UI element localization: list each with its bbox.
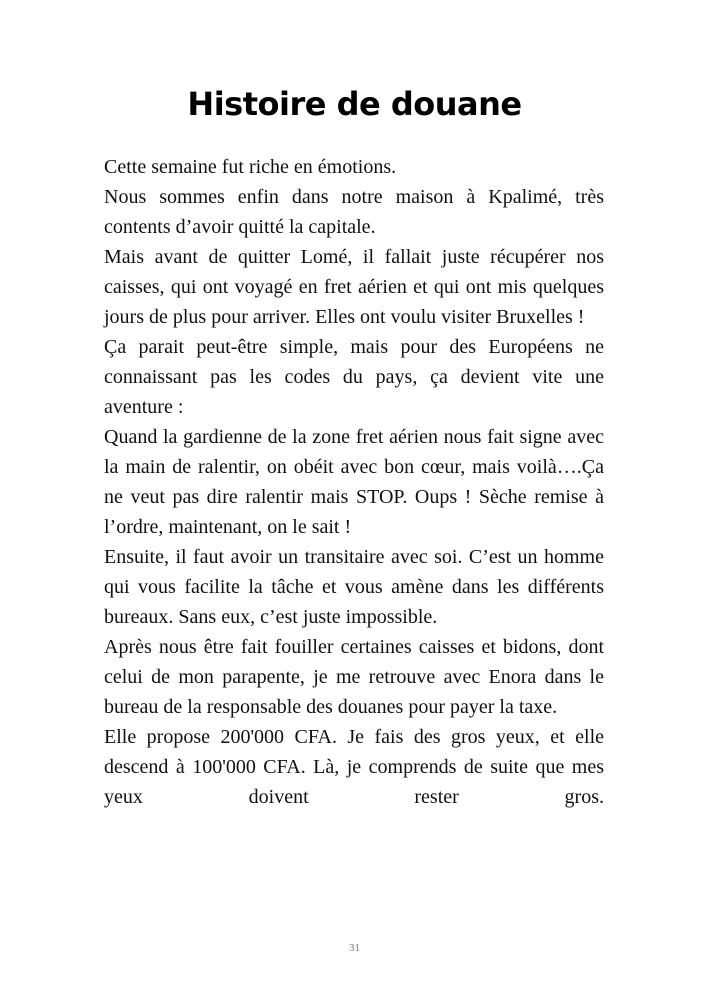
body-text (104, 152, 604, 812)
paragraph-3: Mais avant de quitter Lomé, il fallait juste récupérer nos caisses, qui ont voyagé en fret aérien et qui ont mis quelques jours de plus pour arriver. Elles ont voulu visiter Bruxelles ! (104, 246, 604, 328)
paragraph-1: Cette semaine fut riche en émotions. (104, 156, 397, 178)
paragraph-7: Après nous être fait fouiller certaines caisses et bidons, dont celui de mon parapente, je me retrouve avec Enora dans le bureau de la responsable des douanes pour payer la taxe. (104, 636, 604, 718)
paragraph-4: Ça parait peut-être simple, mais pour des Européens ne connaissant pas les codes du pays, ça devient vite une aventure : (104, 336, 604, 418)
paragraph-5: Quand la gardienne de la zone fret aérien nous fait signe avec la main de ralentir, on obéit avec bon cœur, mais voilà….Ça ne veut pas dire ralentir mais STOP. Oups ! Sèche remise à l’ordre, maintenant, on le sait ! (104, 426, 604, 538)
paragraph-2: Nous sommes enfin dans notre maison à Kpalimé, très contents d’avoir quitté la capitale. (104, 186, 604, 238)
paragraph-8: Elle propose 200'000 CFA. Je fais des gros yeux, et elle descend à 100'000 CFA. Là, je comprends de suite que mes yeux doivent rester gros. (104, 726, 604, 808)
paragraph-6: Ensuite, il faut avoir un transitaire avec soi. C’est un homme qui vous facilite la tâche et vous amène dans les différents bureaux. Sans eux, c’est juste impossible. (104, 546, 604, 628)
page-title: Histoire de douane (187, 85, 522, 123)
page-number: 31 (349, 942, 360, 954)
